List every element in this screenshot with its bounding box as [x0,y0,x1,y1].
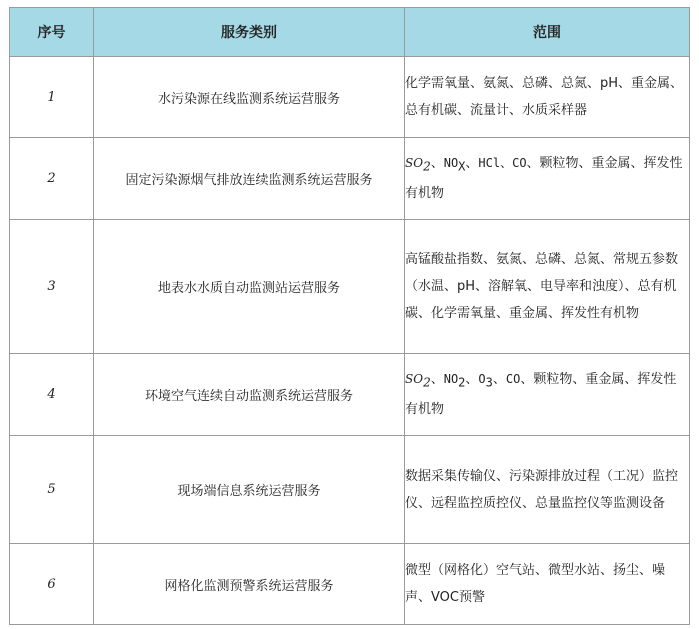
row-number: 1 [10,57,94,138]
row-category: 水污染源在线监测系统运营服务 [94,57,405,138]
row-category: 网格化监测预警系统运营服务 [94,544,405,625]
table-row [10,138,690,220]
service-table [9,7,690,625]
row-scope: $SO_2$、$NO_2$、$O_3$、CO、颗粒物、重金属、挥发性有机物 [405,354,690,436]
row-scope: 微型（网格化）空气站、微型水站、扬尘、噪声、VOC预警 [405,544,690,625]
row-number: 3 [10,220,94,354]
header-scope: 范围 [405,8,690,57]
row-scope: 化学需氧量、氨氮、总磷、总氮、pH、重金属、总有机碳、流量计、水质采样器 [405,57,690,138]
row-scope: 高锰酸盐指数、氨氮、总磷、总氮、常规五参数（水温、pH、溶解氧、电导率和浊度）、总有机碳、化学需氧量、重金属、挥发性有机物 [405,220,690,354]
row-number: 6 [10,544,94,625]
row-number: 5 [10,436,94,544]
row-scope: $SO_2$、$NO_X$、HCl、CO、颗粒物、重金属、挥发性有机物 [405,138,690,220]
row-scope: 数据采集传输仪、污染源排放过程（工况）监控仪、远程监控质控仪、总量监控仪等监测设备 [405,436,690,544]
table-row [10,354,690,436]
row-number: 2 [10,138,94,220]
table-row [10,57,690,138]
table-row [10,220,690,354]
row-category: 固定污染源烟气排放连续监测系统运营服务 [94,138,405,220]
row-category: 现场端信息系统运营服务 [94,436,405,544]
header-serial-number: 序号 [10,8,94,57]
table-row [10,436,690,544]
table-header-row [10,8,690,57]
row-number: 4 [10,354,94,436]
header-service-category: 服务类别 [94,8,405,57]
row-category: 地表水水质自动监测站运营服务 [94,220,405,354]
row-category: 环境空气连续自动监测系统运营服务 [94,354,405,436]
table-row [10,544,690,625]
